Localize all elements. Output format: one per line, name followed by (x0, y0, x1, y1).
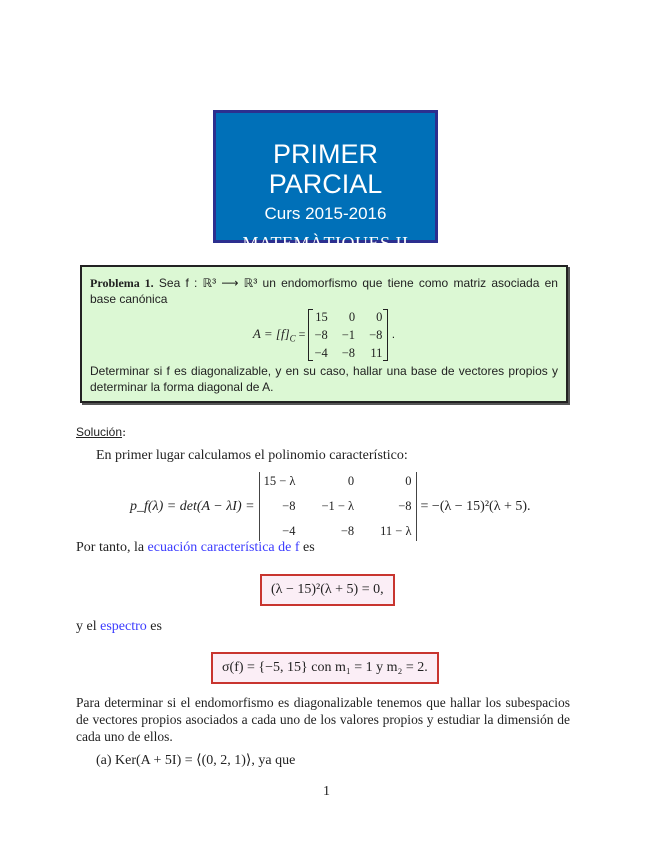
title-box (213, 110, 438, 253)
matrix-end: . (391, 327, 396, 342)
matrix-equation: $A = [f]_C$ = 15 0 0 −8 −1 −8 −4 −8 11 . (252, 310, 396, 360)
paragraph-diagonalizable: Para determinar si el endomorfismo es diagonalizable tenemos que hallar los subespacios de vectores propios asociados a cada uno de los valores propios y estudiar la dimensión de cada uno de ellos. (76, 695, 570, 744)
matrix-entry: 11 − λ (380, 524, 412, 538)
matrix-entry: −8 (341, 346, 356, 360)
matrix-entry: −8 (314, 328, 328, 342)
link-spectrum[interactable]: espectro (100, 619, 147, 634)
course-year: Curs 2015-2016 (264, 204, 387, 223)
matrix-entry: −8 (282, 499, 296, 513)
matrix-entry: −1 (341, 328, 356, 342)
text: Por tanto, la (76, 540, 145, 555)
matrix-entry: −8 (369, 328, 383, 342)
matrix-entry: 0 (405, 474, 412, 488)
text: es (150, 619, 162, 634)
paragraph-spectrum (76, 619, 162, 635)
text: y el (76, 619, 97, 634)
det-lhs: p_f(λ) = det(A − λI) = (130, 498, 255, 514)
det-matrix (259, 472, 417, 541)
matrix-entry: −4 (314, 346, 328, 360)
problem-task: Determinar si f es diagonalizable, y en su caso, hallar una base de vectores propios y determinar la forma diagonal de A. (90, 364, 558, 394)
title: PRIMER PARCIAL (268, 139, 383, 199)
text: es (303, 540, 315, 555)
problem-box (80, 265, 568, 403)
matrix-entry: 0 (348, 310, 356, 324)
page-number: 1 (323, 784, 330, 799)
matrix-entry: −4 (282, 524, 296, 538)
matrix-entry: 0 (347, 474, 355, 488)
colon: : (122, 424, 127, 439)
characteristic-equation-box: (λ − 15)²(λ + 5) = 0, (260, 574, 395, 606)
paragraph-intro: En primer lugar calculamos el polinomio característico: (96, 448, 408, 463)
problem-intro: Sea f : ℝ³ ⟶ ℝ³ un endomorfismo que tiene como matriz asociada en base canónica (90, 276, 558, 306)
solution-heading-line (76, 424, 126, 439)
matrix-A (308, 309, 388, 361)
matrix-lhs: A = [f] (252, 326, 290, 342)
problem-label: Problema 1. (90, 276, 154, 290)
item-a: (a) Ker(A + 5I) = ⟨(0, 2, 1)⟩, ya que (96, 753, 296, 768)
spectrum-box: σ(f) = {−5, 15} con m₁ = 1 y m₂ = 2. (211, 652, 439, 684)
solution-heading: Solución (76, 425, 123, 439)
matrix-entry: 11 (370, 346, 383, 360)
det-rhs: = −(λ − 15)²(λ + 5). (420, 498, 531, 514)
matrix-entry: 0 (376, 310, 383, 324)
matrix-entry: 15 − λ (263, 474, 296, 488)
matrix-entry: 15 (315, 310, 328, 324)
link-characteristic-equation[interactable]: ecuación característica de f (147, 540, 300, 555)
matrix-entry: −1 − λ (321, 499, 355, 513)
matrix-entry: −8 (340, 524, 355, 538)
paragraph-equation (76, 540, 315, 556)
determinant-equation (130, 472, 531, 541)
subject: MATEMÀTIQUES II (242, 233, 409, 253)
matrix-entry: −8 (398, 499, 412, 513)
matrix-sub: C (289, 333, 296, 344)
